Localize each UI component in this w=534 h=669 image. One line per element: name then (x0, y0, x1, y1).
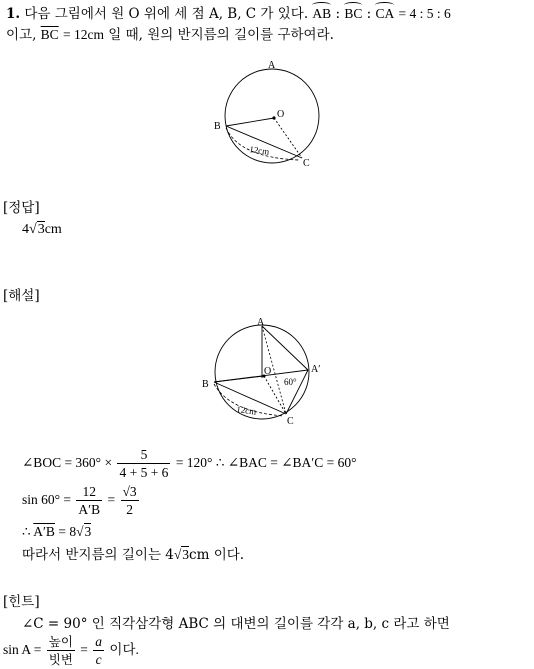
solution-heading: [해설] (3, 288, 40, 304)
eq3-equals: = 8 (58, 524, 77, 539)
eq1-numerator: 5 (117, 446, 170, 464)
eq2-equals: = (107, 492, 116, 507)
equation-2 (22, 480, 141, 520)
hint-line-2 (3, 632, 139, 668)
problem-number: 1. (6, 6, 21, 22)
equation-3 (22, 522, 91, 542)
hint-frac1-numerator: 높이 (48, 634, 73, 650)
radius-oc-2 (264, 376, 286, 414)
label-length: 12cm (248, 144, 270, 157)
chord-ab (262, 326, 308, 370)
eq2-denominator-2: 2 (126, 502, 133, 518)
arc-ratio: = 4 : 5 : 6 (398, 6, 451, 21)
answer-heading: [정답] (3, 200, 40, 216)
arc-ca: CA (375, 4, 394, 24)
label-b-2: B (202, 379, 209, 390)
eq2-numerator-2: √3 (122, 484, 137, 500)
arc-bc: BC (344, 4, 362, 24)
conclusion-radicand: 3 (182, 547, 190, 562)
chord-bo (214, 376, 264, 382)
answer-radicand: 3 (37, 222, 45, 237)
eq1-rhs: = 120° ∴ ∠BAC = ∠BA′C = 60° (175, 455, 357, 470)
hint-suffix: 이다. (109, 642, 139, 657)
label-a: A (268, 60, 276, 71)
label-o-2: O (264, 366, 272, 377)
conclusion-pre: 따라서 반지름의 길이는 4 (22, 547, 174, 563)
equation-1 (22, 444, 357, 482)
hint-fraction-2 (93, 633, 104, 668)
circle-o (225, 69, 319, 163)
answer-value (22, 220, 62, 240)
eq3-prefix: ∴ (22, 524, 31, 539)
label-angle-60: 60° (284, 377, 297, 387)
hint-frac1-denominator: 빗변 (48, 652, 73, 668)
figure-circle-2 (198, 312, 328, 430)
eq2-fraction-1 (76, 483, 102, 518)
eq2-numerator-1: 12 (76, 483, 102, 501)
eq2-lhs: sin 60° = (22, 492, 72, 507)
hint-frac2-denominator: c (95, 652, 102, 668)
label-o: O (277, 109, 285, 120)
eq1-lhs: ∠BOC = 360° × (22, 455, 113, 470)
segment-bc: $\overline{BC}$ (40, 27, 59, 42)
label-b: B (214, 121, 221, 132)
hint-line-1: ∠C = 90° 인 직각삼각형 ABC 의 대변의 길이를 각각 a, b, c 라고 하면 (22, 616, 450, 632)
eq2-denominator-1: A′B (78, 502, 101, 518)
arc-ab: AB (312, 4, 331, 24)
conclusion-sqrt: √3 (173, 547, 190, 562)
label-c: C (303, 158, 310, 169)
eq3-radicand: 3 (84, 524, 92, 539)
hint-frac2-numerator: a (95, 634, 103, 650)
answer-sqrt: √3 (29, 222, 45, 237)
eq3-segment: A′B (33, 524, 55, 539)
hint-equals: = (80, 642, 88, 657)
eq1-fraction (117, 446, 170, 481)
figure-circle-1 (210, 58, 330, 176)
problem-line2-suffix: 일 때, 원의 반지름의 길이를 구하여라. (108, 27, 334, 43)
problem-line2-prefix: 이고, (6, 27, 37, 43)
problem-line-2 (6, 25, 334, 45)
hint-fraction-1 (47, 633, 75, 668)
conclusion-post: cm 이다. (189, 547, 245, 563)
answer-coef: 4 (22, 222, 29, 237)
label-length-2: 12cm (235, 404, 257, 417)
problem-line-1: 1. 다음 그림에서 원 O 위에 세 점 A, B, C 가 있다. AB : BC : CA = 4 : 5 : 6 (6, 6, 451, 22)
answer-unit: cm (44, 222, 62, 237)
problem-text: 다음 그림에서 원 O 위에 세 점 A, B, C 가 있다. (24, 6, 309, 22)
solution-conclusion (22, 545, 244, 565)
label-a-prime: A′ (311, 364, 321, 375)
radius-ob (226, 118, 274, 126)
eq3-sqrt: √3 (76, 524, 92, 539)
label-c-2: C (287, 416, 294, 427)
eq2-fraction-2 (121, 483, 139, 518)
label-a-2: A (257, 317, 265, 328)
segment-bc-value: = 12cm (62, 27, 104, 42)
hint-sin-lhs: sin A = (3, 642, 42, 657)
hint-heading: [힌트] (3, 594, 40, 610)
eq1-denominator: 4 + 5 + 6 (119, 465, 169, 481)
